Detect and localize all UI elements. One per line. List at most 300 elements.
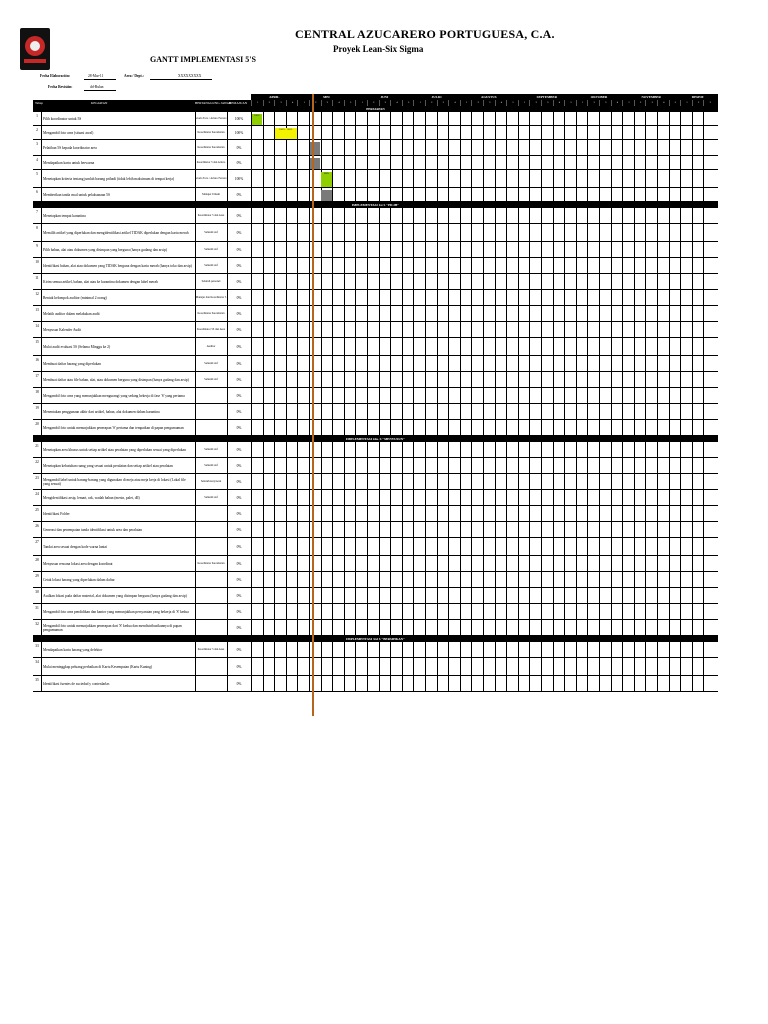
week-cell	[564, 290, 576, 306]
week-cell	[518, 588, 530, 604]
week-cell	[321, 604, 333, 620]
week-cell	[518, 208, 530, 224]
week-cell	[576, 242, 588, 258]
week-cell	[321, 572, 333, 588]
week-label: 2	[692, 100, 705, 106]
week-cell	[344, 112, 356, 126]
week-cell	[645, 420, 657, 436]
task-row	[33, 112, 718, 126]
week-cell	[553, 372, 565, 388]
week-cell	[437, 642, 449, 658]
week-cell	[587, 258, 599, 274]
week-cell	[518, 338, 530, 356]
week-cell	[634, 458, 646, 474]
week-cell	[483, 522, 495, 538]
week-label: 4	[553, 100, 566, 106]
task-row	[33, 242, 718, 258]
task-progress: 0%	[236, 295, 242, 300]
task-responsible: Seluruh staf	[204, 448, 218, 452]
week-cell	[471, 522, 483, 538]
week-cell	[425, 556, 437, 572]
week-cell	[529, 208, 541, 224]
week-cell	[669, 442, 681, 458]
task-row	[33, 506, 718, 522]
week-cell	[634, 274, 646, 290]
week-cell	[518, 490, 530, 506]
task-number: 34	[35, 660, 39, 664]
week-cell	[263, 258, 275, 274]
section-header: PERSIAPAN	[33, 106, 718, 112]
week-cell	[611, 306, 623, 322]
week-cell	[425, 458, 437, 474]
week-cell	[645, 506, 657, 522]
week-cell	[402, 126, 414, 140]
week-cell	[460, 258, 472, 274]
week-cell	[634, 258, 646, 274]
week-cell	[321, 388, 333, 404]
task-number: 25	[35, 508, 39, 512]
week-cell	[471, 490, 483, 506]
week-cell	[332, 490, 344, 506]
week-cell	[529, 140, 541, 156]
week-cell	[645, 388, 657, 404]
week-cell	[622, 420, 634, 436]
week-cell	[321, 506, 333, 522]
week-label: 3	[379, 100, 392, 106]
week-cell	[355, 140, 367, 156]
week-cell	[541, 676, 553, 692]
week-cell	[367, 490, 379, 506]
week-cell	[529, 442, 541, 458]
week-cell	[332, 224, 344, 242]
task-progress: 0%	[236, 511, 242, 516]
week-cell	[483, 676, 495, 692]
week-cell	[553, 538, 565, 556]
week-cell	[622, 474, 634, 490]
week-cell	[344, 224, 356, 242]
week-cell	[390, 140, 402, 156]
week-cell	[622, 156, 634, 170]
task-number: 13	[35, 308, 39, 312]
week-cell	[425, 490, 437, 506]
week-cell	[506, 140, 518, 156]
week-cell	[703, 556, 715, 572]
week-cell	[495, 258, 507, 274]
week-cell	[460, 522, 472, 538]
week-cell	[611, 224, 623, 242]
week-cell	[645, 322, 657, 338]
week-cell	[541, 126, 553, 140]
week-cell	[390, 274, 402, 290]
week-cell	[471, 372, 483, 388]
task-activity: Mengambil foto area (situasi awal)	[43, 130, 94, 135]
week-cell	[425, 322, 437, 338]
week-cell	[286, 188, 298, 202]
week-label: 5	[564, 100, 577, 106]
week-cell	[634, 338, 646, 356]
week-cell	[611, 556, 623, 572]
week-cell	[460, 572, 472, 588]
week-cell	[286, 388, 298, 404]
week-cell	[506, 506, 518, 522]
week-cell	[413, 338, 425, 356]
week-cell	[529, 188, 541, 202]
week-cell	[437, 356, 449, 372]
task-responsible: Koordinator 5S dan Area	[196, 328, 226, 332]
week-cell	[390, 442, 402, 458]
week-cell	[518, 306, 530, 322]
week-cell	[553, 404, 565, 420]
week-cell	[437, 556, 449, 572]
week-cell	[611, 140, 623, 156]
week-cell	[297, 506, 309, 522]
week-cell	[703, 506, 715, 522]
week-label: 2	[367, 100, 380, 106]
week-cell	[645, 404, 657, 420]
task-responsible: Seluruh staf	[204, 248, 218, 252]
week-cell	[344, 290, 356, 306]
week-cell	[471, 306, 483, 322]
week-cell	[448, 224, 460, 242]
task-progress: 0%	[236, 447, 242, 452]
week-cell	[297, 474, 309, 490]
company-logo-icon	[20, 28, 50, 70]
week-cell	[332, 506, 344, 522]
week-cell	[309, 274, 321, 290]
week-cell	[448, 538, 460, 556]
week-cell	[611, 208, 623, 224]
task-activity: Menetapkan kriteria tentang jumlah barang prihadi (tidak lebih maksimum di tempat kerja)	[43, 176, 175, 181]
task-responsible: Koordinator Kecamatan	[197, 312, 225, 316]
week-cell	[564, 490, 576, 506]
week-cell	[703, 490, 715, 506]
week-cell	[645, 258, 657, 274]
week-cell	[309, 290, 321, 306]
week-cell	[657, 274, 669, 290]
week-cell	[413, 620, 425, 636]
week-cell	[274, 208, 286, 224]
week-cell	[367, 258, 379, 274]
task-activity: Identifikasi fuentes de suciedad y contenlarlas	[43, 681, 110, 686]
week-cell	[599, 388, 611, 404]
week-cell	[460, 126, 472, 140]
week-cell	[425, 242, 437, 258]
week-cell	[576, 356, 588, 372]
week-cell	[390, 458, 402, 474]
task-number: 17	[35, 374, 39, 378]
week-cell	[251, 538, 263, 556]
week-label: 1	[622, 100, 635, 106]
week-cell	[355, 322, 367, 338]
week-cell	[634, 506, 646, 522]
week-cell	[332, 604, 344, 620]
week-cell	[669, 474, 681, 490]
week-cell	[634, 522, 646, 538]
week-cell	[576, 140, 588, 156]
week-cell	[448, 404, 460, 420]
week-cell	[506, 420, 518, 436]
week-cell	[553, 208, 565, 224]
week-cell	[645, 442, 657, 458]
week-cell	[402, 388, 414, 404]
week-cell	[344, 556, 356, 572]
week-cell	[553, 458, 565, 474]
week-cell	[506, 126, 518, 140]
week-cell	[634, 224, 646, 242]
week-cell	[332, 188, 344, 202]
week-cell	[622, 620, 634, 636]
week-cell	[413, 388, 425, 404]
task-responsible	[195, 676, 227, 692]
week-cell	[460, 620, 472, 636]
week-cell	[379, 506, 391, 522]
week-cell	[483, 258, 495, 274]
week-cell	[703, 224, 715, 242]
week-cell	[599, 338, 611, 356]
week-cell	[553, 522, 565, 538]
week-label: 2	[309, 100, 322, 106]
week-cell	[680, 306, 692, 322]
week-cell	[657, 322, 669, 338]
week-cell	[274, 506, 286, 522]
week-cell	[680, 676, 692, 692]
week-cell	[321, 356, 333, 372]
week-cell	[483, 242, 495, 258]
week-cell	[332, 442, 344, 458]
week-cell	[390, 224, 402, 242]
week-cell	[390, 322, 402, 338]
week-cell	[645, 242, 657, 258]
week-label: 1	[576, 100, 589, 106]
week-cell	[506, 538, 518, 556]
week-cell	[448, 420, 460, 436]
week-cell	[309, 588, 321, 604]
week-cell	[587, 388, 599, 404]
week-cell	[379, 322, 391, 338]
week-cell	[390, 404, 402, 420]
week-cell	[355, 474, 367, 490]
week-cell	[309, 474, 321, 490]
week-cell	[297, 322, 309, 338]
week-cell	[611, 170, 623, 188]
week-cell	[518, 506, 530, 522]
week-cell	[564, 556, 576, 572]
task-row	[33, 290, 718, 306]
week-cell	[587, 442, 599, 458]
week-cell	[437, 522, 449, 538]
week-cell	[297, 188, 309, 202]
week-label: 2	[634, 100, 647, 106]
week-cell	[529, 170, 541, 188]
week-cell	[263, 126, 275, 140]
week-cell	[599, 126, 611, 140]
week-cell	[297, 388, 309, 404]
week-cell	[518, 676, 530, 692]
week-cell	[367, 224, 379, 242]
week-cell	[437, 242, 449, 258]
week-cell	[529, 538, 541, 556]
week-cell	[321, 420, 333, 436]
week-cell	[506, 242, 518, 258]
week-cell	[692, 522, 704, 538]
week-cell	[263, 306, 275, 322]
week-cell	[680, 388, 692, 404]
week-cell	[437, 404, 449, 420]
week-cell	[669, 258, 681, 274]
week-cell	[344, 140, 356, 156]
week-cell	[251, 522, 263, 538]
week-cell	[251, 188, 263, 202]
week-cell	[286, 242, 298, 258]
week-cell	[263, 404, 275, 420]
week-cell	[657, 188, 669, 202]
task-activity: Mendapatkan kartu barang yang defektor	[43, 647, 103, 652]
week-cell	[506, 388, 518, 404]
week-cell	[448, 322, 460, 338]
week-cell	[309, 242, 321, 258]
week-cell	[599, 290, 611, 306]
week-cell	[321, 224, 333, 242]
week-cell	[495, 620, 507, 636]
week-cell	[309, 442, 321, 458]
week-cell	[564, 242, 576, 258]
week-cell	[402, 188, 414, 202]
week-cell	[692, 556, 704, 572]
week-cell	[541, 490, 553, 506]
task-responsible: Koordinator Kecamatan	[197, 146, 225, 150]
week-cell	[669, 112, 681, 126]
week-cell	[611, 126, 623, 140]
week-cell	[402, 208, 414, 224]
week-cell	[402, 658, 414, 676]
task-responsible	[195, 420, 227, 436]
week-cell	[274, 242, 286, 258]
task-progress: 0%	[236, 681, 242, 686]
task-responsible: Auditor	[206, 345, 216, 349]
week-cell	[692, 258, 704, 274]
week-cell	[448, 642, 460, 658]
week-cell	[518, 188, 530, 202]
week-cell	[448, 604, 460, 620]
week-cell	[541, 338, 553, 356]
week-cell	[669, 242, 681, 258]
week-cell	[448, 126, 460, 140]
task-activity: Tandai area sesuai dengan kode warna lantai	[43, 544, 108, 549]
week-cell	[321, 474, 333, 490]
week-cell	[483, 556, 495, 572]
week-cell	[657, 356, 669, 372]
task-progress: 0%	[236, 409, 242, 414]
week-cell	[541, 474, 553, 490]
week-cell	[680, 522, 692, 538]
week-cell	[576, 322, 588, 338]
week-label: 1	[460, 100, 473, 106]
week-cell	[680, 458, 692, 474]
week-cell	[634, 156, 646, 170]
week-cell	[286, 556, 298, 572]
week-cell	[553, 338, 565, 356]
week-label: 3	[437, 100, 450, 106]
week-cell	[529, 588, 541, 604]
week-cell	[297, 126, 309, 140]
week-cell	[495, 224, 507, 242]
week-cell	[367, 290, 379, 306]
week-cell	[587, 372, 599, 388]
week-cell	[483, 642, 495, 658]
week-cell	[634, 620, 646, 636]
task-activity: Generasi dan penempatan tanda identifikasi untuk area dan peralatan	[43, 527, 142, 532]
week-cell	[506, 356, 518, 372]
week-cell	[379, 170, 391, 188]
task-progress: 0%	[236, 393, 242, 398]
week-cell	[460, 404, 472, 420]
week-cell	[645, 658, 657, 676]
week-cell	[506, 522, 518, 538]
week-cell	[379, 658, 391, 676]
week-cell	[286, 506, 298, 522]
task-activity: Mendapatkan kartu untuk berwarna	[43, 160, 95, 165]
week-cell	[657, 156, 669, 170]
section-header: IMPLEMENTASI 2da. S "MENYUSUN"	[33, 436, 718, 442]
week-cell	[622, 458, 634, 474]
week-cell	[703, 474, 715, 490]
week-cell	[669, 306, 681, 322]
week-cell	[367, 274, 379, 290]
week-cell	[692, 140, 704, 156]
week-cell	[263, 322, 275, 338]
week-cell	[518, 538, 530, 556]
week-cell	[263, 620, 275, 636]
task-progress: 0%	[236, 213, 242, 218]
week-cell	[576, 126, 588, 140]
week-cell	[274, 604, 286, 620]
task-row	[33, 188, 718, 202]
week-cell	[553, 290, 565, 306]
task-progress: 0%	[236, 561, 242, 566]
gantt-bar	[321, 190, 332, 201]
week-cell	[367, 442, 379, 458]
task-row	[33, 572, 718, 588]
week-cell	[367, 356, 379, 372]
task-row	[33, 306, 718, 322]
week-cell	[495, 372, 507, 388]
week-cell	[622, 372, 634, 388]
week-cell	[286, 372, 298, 388]
task-responsible: Koordinator 5 dan Area	[197, 214, 225, 218]
week-cell	[460, 604, 472, 620]
week-cell	[263, 338, 275, 356]
week-cell	[634, 126, 646, 140]
week-cell	[274, 188, 286, 202]
task-number: 20	[35, 422, 39, 426]
week-cell	[286, 572, 298, 588]
week-cell	[471, 458, 483, 474]
week-cell	[483, 538, 495, 556]
week-cell	[703, 458, 715, 474]
week-cell	[297, 538, 309, 556]
week-cell	[402, 356, 414, 372]
week-cell	[355, 274, 367, 290]
week-cell	[321, 156, 333, 170]
week-cell	[413, 458, 425, 474]
week-cell	[611, 338, 623, 356]
week-cell	[680, 420, 692, 436]
week-cell	[576, 620, 588, 636]
week-cell	[367, 112, 379, 126]
week-cell	[413, 642, 425, 658]
week-cell	[251, 474, 263, 490]
week-cell	[379, 604, 391, 620]
